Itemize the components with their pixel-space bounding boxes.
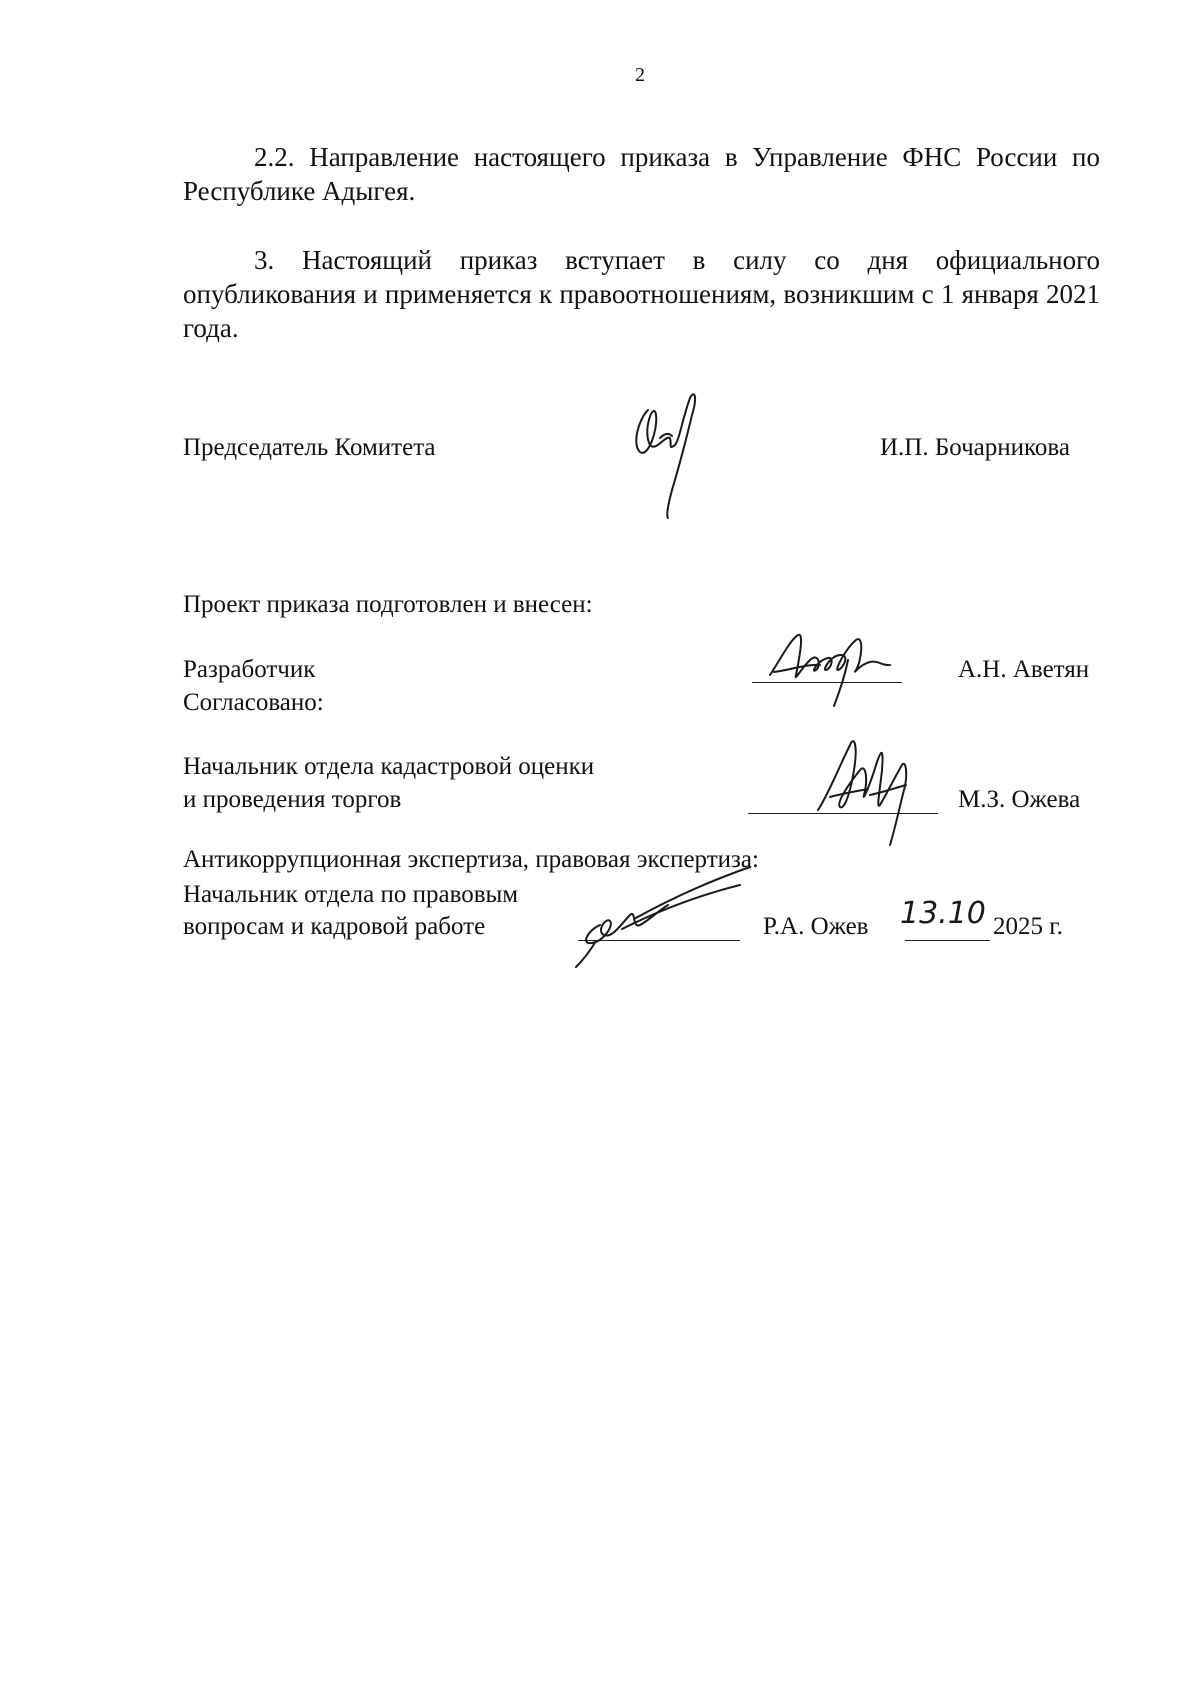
handwritten-date: 13.10 [900, 896, 986, 931]
legal-signature [570, 855, 770, 970]
developer-signature [760, 620, 920, 710]
paragraph-2-2: 2.2. Направление настоящего приказа в Управление ФНС России по Республике Адыгея. [183, 142, 1100, 206]
developer-name: А.Н. Аветян [958, 656, 1090, 683]
agreed-label: Согласовано: [183, 689, 324, 716]
cadastral-position-line2: и проведения торгов [183, 786, 402, 813]
expertise-label: Антикоррупционная экспертиза, правовая экспертиза: [183, 846, 759, 873]
project-note: Проект приказа подготовлен и внесен: [183, 591, 593, 618]
page-number: 2 [635, 64, 645, 86]
paragraph-3: 3. Настоящий приказ вступает в силу со дня официального опубликования и применяется к правоотношениям, возникшим с 1 января 2021 года. [183, 245, 1100, 343]
legal-position-line1: Начальник отдела по правовым [183, 881, 519, 908]
chairman-name: И.П. Бочарникова [880, 434, 1070, 461]
legal-position-line2: вопросам и кадровой работе [183, 913, 486, 940]
developer-role: Разработчик [183, 656, 316, 683]
chairman-signature [620, 390, 720, 525]
date-year: 2025 г. [993, 913, 1063, 940]
cadastral-signature [810, 725, 940, 855]
chairman-position: Председатель Комитета [183, 434, 436, 461]
legal-name: Р.А. Ожев [763, 913, 869, 940]
cadastral-position-line1: Начальник отдела кадастровой оценки [183, 753, 595, 780]
cadastral-name: М.З. Ожева [958, 786, 1081, 813]
date-underline [905, 940, 990, 941]
